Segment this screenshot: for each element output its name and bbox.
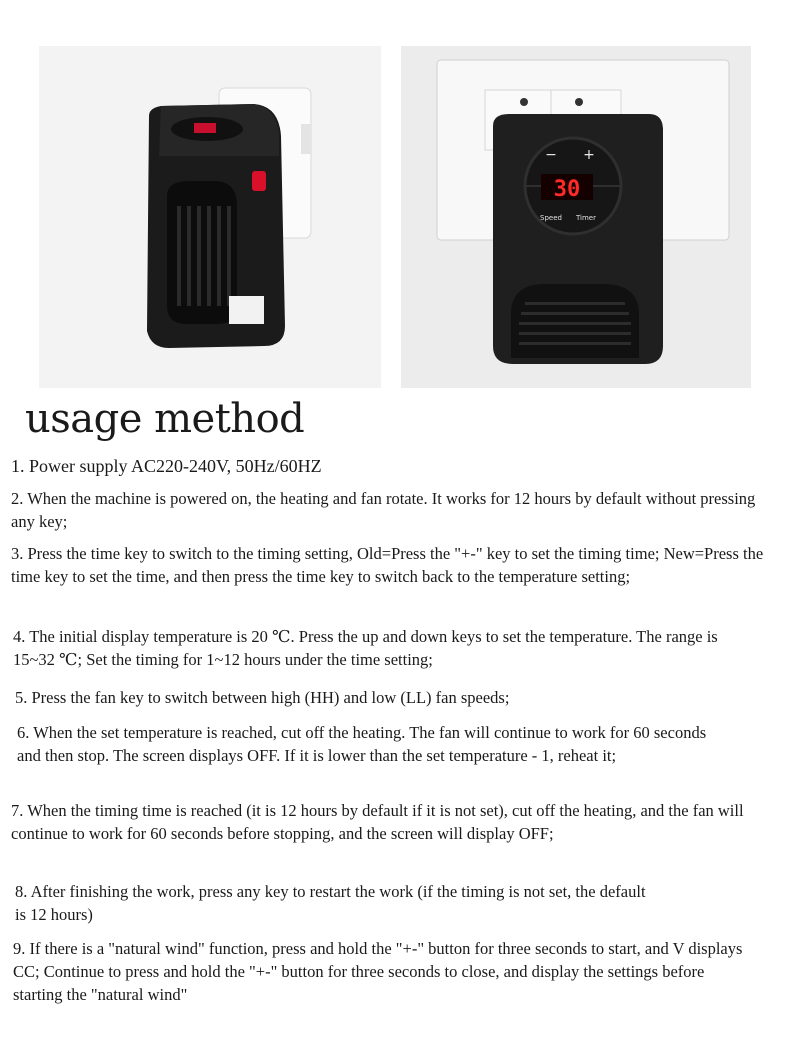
power-switch-icon xyxy=(252,171,266,191)
step-9: 9. If there is a "natural wind" function, press and hold the "+-" button for three seconds to start, and V displays CC; Continue to press and hold the "+-" button for three seconds to close, and display the settings before starting the "natural wind" xyxy=(13,939,743,1004)
step-1: 1. Power supply AC220-240V, 50Hz/60HZ xyxy=(11,456,322,476)
led-display-icon xyxy=(194,123,216,133)
step-3: 3. Press the time key to switch to the timing setting, Old=Press the "+-" key to set the timing time; New=Press the time key to set the time, and then press the time key to switch back to the temperature setting; xyxy=(11,544,764,586)
heater-side-photo xyxy=(39,46,381,388)
step-2: 2. When the machine is powered on, the heating and fan rotate. It works for 12 hours by default without pressing any key; xyxy=(11,489,756,531)
step-6: 6. When the set temperature is reached, cut off the heating. The fan will continue to work for 60 seconds and then stop. The screen displays OFF. If it is lower than the set temperature - 1, reheat it; xyxy=(17,723,707,765)
step-5: 5. Press the fan key to switch between high (HH) and low (LL) fan speeds; xyxy=(15,688,510,707)
minus-key: − xyxy=(545,147,557,163)
speed-key-label: Speed xyxy=(540,214,562,222)
heater-front-photo xyxy=(401,46,751,388)
step-7: 7. When the timing time is reached (it is 12 hours by default if it is not set), cut off the heating, and the fan will continue to work for 60 seconds before stopping, and the screen will display OFF; xyxy=(11,801,744,843)
display-value: 30 xyxy=(553,177,581,202)
usage-method-title: usage method xyxy=(25,396,305,442)
step-8: 8. After finishing the work, press any key to restart the work (if the timing is not set, the default is 12 hours) xyxy=(15,882,646,924)
plus-key: + xyxy=(583,147,595,163)
step-4: 4. The initial display temperature is 20 ℃. Press the up and down keys to set the temperature. The range is 15~32 ℃; Set the timing for 1~12 hours under the time setting; xyxy=(13,627,718,669)
timer-key-label: Timer xyxy=(575,214,597,222)
